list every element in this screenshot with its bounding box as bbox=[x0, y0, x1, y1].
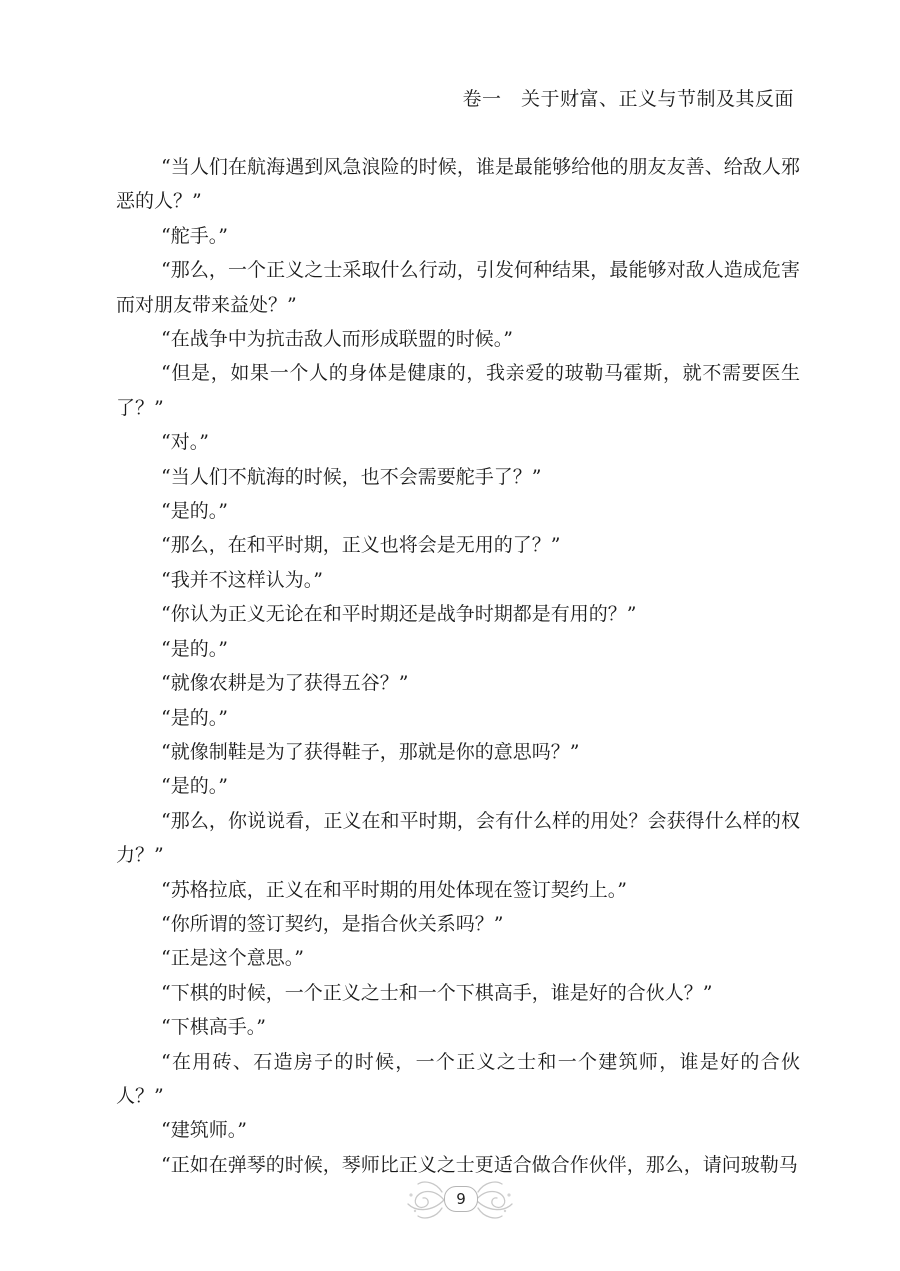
paragraph: “在用砖、石造房子的时候，一个正义之士和一个建筑师，谁是好的合伙人？” bbox=[116, 1050, 800, 1107]
paragraph: “是的。” bbox=[161, 500, 228, 523]
body-text bbox=[116, 150, 800, 1182]
paragraph: “是的。” bbox=[161, 775, 228, 798]
paragraph: “对。” bbox=[161, 431, 209, 454]
paragraph: “那么，在和平时期，正义也将会是无用的了？” bbox=[161, 534, 561, 557]
paragraph: “是的。” bbox=[161, 637, 228, 660]
paragraph: “苏格拉底，正义在和平时期的用处体现在签订契约上。” bbox=[161, 878, 627, 901]
paragraph: “那么，你说说看，正义在和平时期，会有什么样的用处？会获得什么样的权力？” bbox=[116, 809, 800, 867]
paragraph: “在战争中为抗击敌人而形成联盟的时候。” bbox=[161, 328, 513, 351]
paragraph: “就像农耕是为了获得五谷？” bbox=[161, 672, 409, 695]
paragraph: “你所谓的签订契约，是指合伙关系吗？” bbox=[161, 912, 504, 935]
page-number: 9 bbox=[444, 1186, 478, 1212]
paragraph: “建筑师。” bbox=[161, 1119, 247, 1142]
paragraph: “是的。” bbox=[161, 706, 228, 729]
paragraph: “就像制鞋是为了获得鞋子，那就是你的意思吗？” bbox=[161, 740, 580, 763]
paragraph: “那么，一个正义之士采取什么行动，引发何种结果，最能够对敌人造成危害而对朋友带来益处？” bbox=[116, 259, 800, 316]
paragraph: “正如在弹琴的时候，琴师比正义之士更适合做合作伙伴，那么，请问玻勒马 bbox=[161, 1153, 798, 1176]
paragraph: “下棋的时候，一个正义之士和一个下棋高手，谁是好的合伙人？” bbox=[161, 981, 713, 1004]
paragraph: “我并不这样认为。” bbox=[161, 568, 323, 591]
paragraph: “当人们在航海遇到风急浪险的时候，谁是最能够给他的朋友友善、给敌人邪恶的人？” bbox=[116, 156, 800, 213]
paragraph: “你认为正义无论在和平时期还是战争时期都是有用的？” bbox=[161, 603, 637, 626]
paragraph: “下棋高手。” bbox=[161, 1016, 266, 1039]
paragraph: “舵手。” bbox=[161, 224, 228, 247]
paragraph: “但是，如果一个人的身体是健康的，我亲爱的玻勒马霍斯，就不需要医生了？” bbox=[116, 362, 800, 419]
paragraph: “当人们不航海的时候，也不会需要舵手了？” bbox=[161, 465, 542, 488]
paragraph: “正是这个意思。” bbox=[161, 947, 304, 970]
running-header: 卷一 关于财富、正义与节制及其反面 bbox=[462, 88, 794, 110]
